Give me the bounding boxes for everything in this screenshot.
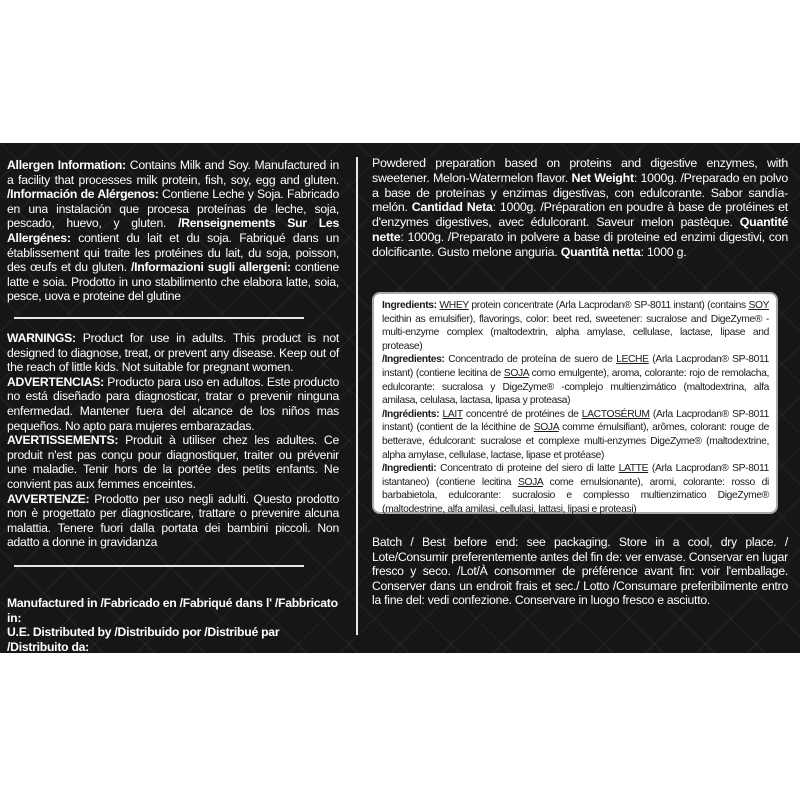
ingredients-text: (Arla Lacprodan® SP-8011 istantaneo) (contiene lecitina	[382, 463, 769, 488]
allergen-highlight: LECHE	[616, 354, 649, 366]
allergen-highlight: LACTOSÉRUM	[581, 408, 650, 420]
divider-line	[14, 565, 304, 567]
column-divider	[356, 157, 358, 635]
ingredients-it-heading: /Ingredienti:	[382, 463, 441, 475]
warnings-it-heading: AVVERTENZE:	[7, 491, 90, 506]
warnings-section	[7, 331, 339, 550]
warnings-fr-heading: AVERTISSEMENTS:	[7, 433, 119, 448]
allergen-highlight: LATTE	[618, 463, 649, 475]
product-description	[372, 156, 788, 260]
allergen-highlight: SOJA	[533, 422, 559, 434]
ingredients-text: come emulsionante), aromi, colorante: rosso di barbabietola, edulcorante: sucralosio e complesso multienzimatico DigeZyme® (maltodestrine, alfa amilasi, cellulasi, lattasi, lipasi e proteasi)	[382, 476, 769, 515]
ingredients-es	[382, 353, 769, 407]
warnings-it	[7, 492, 339, 550]
manufactured-line	[7, 596, 339, 625]
description-text: Powdered preparation based on proteins and digestive enzymes, with sweetener. Melon-Watermelon flavor.	[372, 156, 788, 185]
divider-line	[14, 317, 304, 319]
warnings-fr-text: Produit à utiliser chez les adultes. Ce produit n'est pas conçu pour diagnostiquer, traiter ou prévenir une maladie. Tenir hors de la portée des petits enfants. Ne convient pas aux femmes enceintes.	[7, 433, 339, 491]
allergen-highlight: SOJA	[517, 476, 543, 488]
warnings-es-heading: ADVERTENCIAS:	[7, 374, 104, 389]
allergen-fr-text: contient du lait et du soja. Fabriqué dans un établissement qui traite les protéines du lait, du soja, poisson, des œufs et du gluten.	[7, 230, 339, 275]
allergen-highlight: LAIT	[442, 408, 463, 420]
allergen-highlight: SOY	[748, 300, 769, 311]
ingredients-text: Concentrato di proteine del siero di latte	[440, 463, 619, 475]
warnings-en	[7, 331, 339, 375]
ingredients-box	[372, 292, 778, 514]
batch-storage-section	[372, 535, 788, 608]
ingredients-text: lecithin as emulsifier), flavorings, color: beet red, sweetener: sucralose and DigeZyme® -multi-enzyme complex (maltodextrin, alpha amylase, cellulase, lactase, lipase and protease)	[382, 313, 769, 352]
warnings-es	[7, 375, 339, 433]
allergen-fr-heading: /Renseignements Sur Les Allergénes:	[7, 216, 339, 245]
allergen-highlight: SOJA	[503, 367, 529, 379]
ingredients-text: comme émulsifiant), arômes, colorant: rouge de betterave, édulcorant: sucralose et complexe multi-enzymes DigeZyme® (maltodextrine, alpha amylase, cellulase, lactase, lipase et protéase)	[382, 422, 769, 461]
net-weight-fr-label: Quantité nette	[372, 215, 788, 244]
allergen-information	[7, 158, 339, 304]
warnings-en-heading: WARNINGS:	[7, 331, 76, 345]
net-weight-it-label: Quantità netta	[560, 244, 641, 259]
description-paragraph	[372, 156, 788, 260]
warnings-it-text: Prodotto per uso negli adulti. Questo prodotto non è progettato per diagnosticare, trattare o prevenire alcuna malattia. Tenere fuori dalla portata dei bambini piccoli. Non adatto a donne in gravidanza	[7, 491, 339, 550]
ingredients-it	[382, 462, 769, 516]
ingredients-en-heading: Ingredients:	[382, 300, 440, 311]
net-weight-en-label: Net Weight	[571, 170, 634, 185]
warnings-es-text: Producto para uso en adultos. Este producto no está diseñado para diagnosticar, tratar o prevenir ninguna enfermedad. Mantener fuera del alcance de los niños mas pequeños. No apto para mujeres embarazadas.	[7, 374, 339, 433]
allergen-en-heading: Allergen Information:	[7, 158, 126, 172]
net-weight-es-text: : 1000g. /Préparation en poudre à base de protéines et d'enzymes digestives, avec édulcorant. Saveur melon pastèque.	[372, 200, 788, 230]
manufacturer-section	[7, 596, 339, 654]
ingredients-en	[382, 299, 769, 353]
ingredients-text: Concentrado de proteína de suero de	[448, 354, 617, 366]
allergen-es-text: Contiene Leche y Soja. Fabricado en una instalación que procesa proteínas de leche, soja, pescado, huevo, y gluten.	[7, 187, 339, 231]
ingredients-text: protein concentrate (Arla Lacprodan® SP-8011 instant) (contains	[468, 300, 749, 311]
label-panel	[0, 143, 800, 653]
ingredients-fr-heading: /Ingrédients:	[382, 408, 443, 420]
net-weight-en-text: : 1000g. /Preparado en polvo a base de proteínas y enzimas digestivas, con edulcorante. Sabor sandía-melón.	[372, 170, 788, 215]
allergen-es-heading: /Información de Alérgenos:	[7, 187, 159, 202]
allergen-highlight: WHEY	[439, 300, 469, 311]
warnings-fr	[7, 433, 339, 491]
ingredients-es-heading: /Ingredientes:	[382, 354, 449, 366]
distributed-line	[7, 625, 339, 654]
batch-storage-text: Batch / Best before end: see packaging. Store in a cool, dry place. / Lote/Consumir preferentemente antes del fin de: ver envase. Conservar en lugar fresco y seco. /Lot/À consommer de préférence avant fin: voir l'emballage. Conserver dans un endroit frais et sec./ Lotto /Consumare preferibilmente entro la fine del: vedi confezione. Conservare in luogo fresco e asciutto.	[372, 535, 788, 608]
ingredients-text: (Arla Lacprodan® SP-8011 instant) (contiene lecitina de	[382, 354, 769, 379]
allergen-en-text: Contains Milk and Soy. Manufactured in a facility that processes milk protein, fish, soy, egg and gluten.	[7, 158, 340, 187]
distributed-by-text: U.E. Distributed by /Distribuido por /Distribué par /Distribuito da:	[7, 625, 280, 654]
warnings-en-text: Product for use in adults. This product is not designed to diagnose, treat, or prevent any disease. Keep out of the reach of little kids. Not suitable for pregnant women.	[7, 331, 339, 375]
ingredients-text: (Arla Lacprodan® SP-8011 instant) (contient de la lécithine de	[382, 408, 769, 434]
allergen-it-heading: /Informazioni sugli allergeni:	[131, 260, 291, 275]
allergen-paragraph	[7, 158, 339, 304]
net-weight-es-label: Cantidad Neta	[411, 200, 493, 215]
net-weight-fr-text: : 1000g. /Preparato in polvere a base di proteine ed enzimi digestivi, con dolcificante. Gusto melone anguria.	[372, 229, 788, 259]
ingredients-text: concentré de protéines de	[462, 408, 582, 420]
allergen-it-text: contiene latte e soia. Prodotto in uno stabilimento che elabora latte, soia, pesce, uova e proteine del glutine	[7, 260, 339, 304]
manufactured-in-text: Manufactured in /Fabricado en /Fabriqué dans l' /Fabbricato in:	[7, 596, 338, 625]
ingredients-text: como emulgente), aroma, colorante: rojo de remolacha, edulcorante: sucralosa y DigeZyme® -complejo multienzimático (maltodextrina, alfa amilasa, celulasa, lactasa, lipasa y proteasa)	[382, 367, 769, 407]
net-weight-it-text: : 1000 g.	[640, 244, 687, 259]
ingredients-fr	[382, 408, 769, 462]
